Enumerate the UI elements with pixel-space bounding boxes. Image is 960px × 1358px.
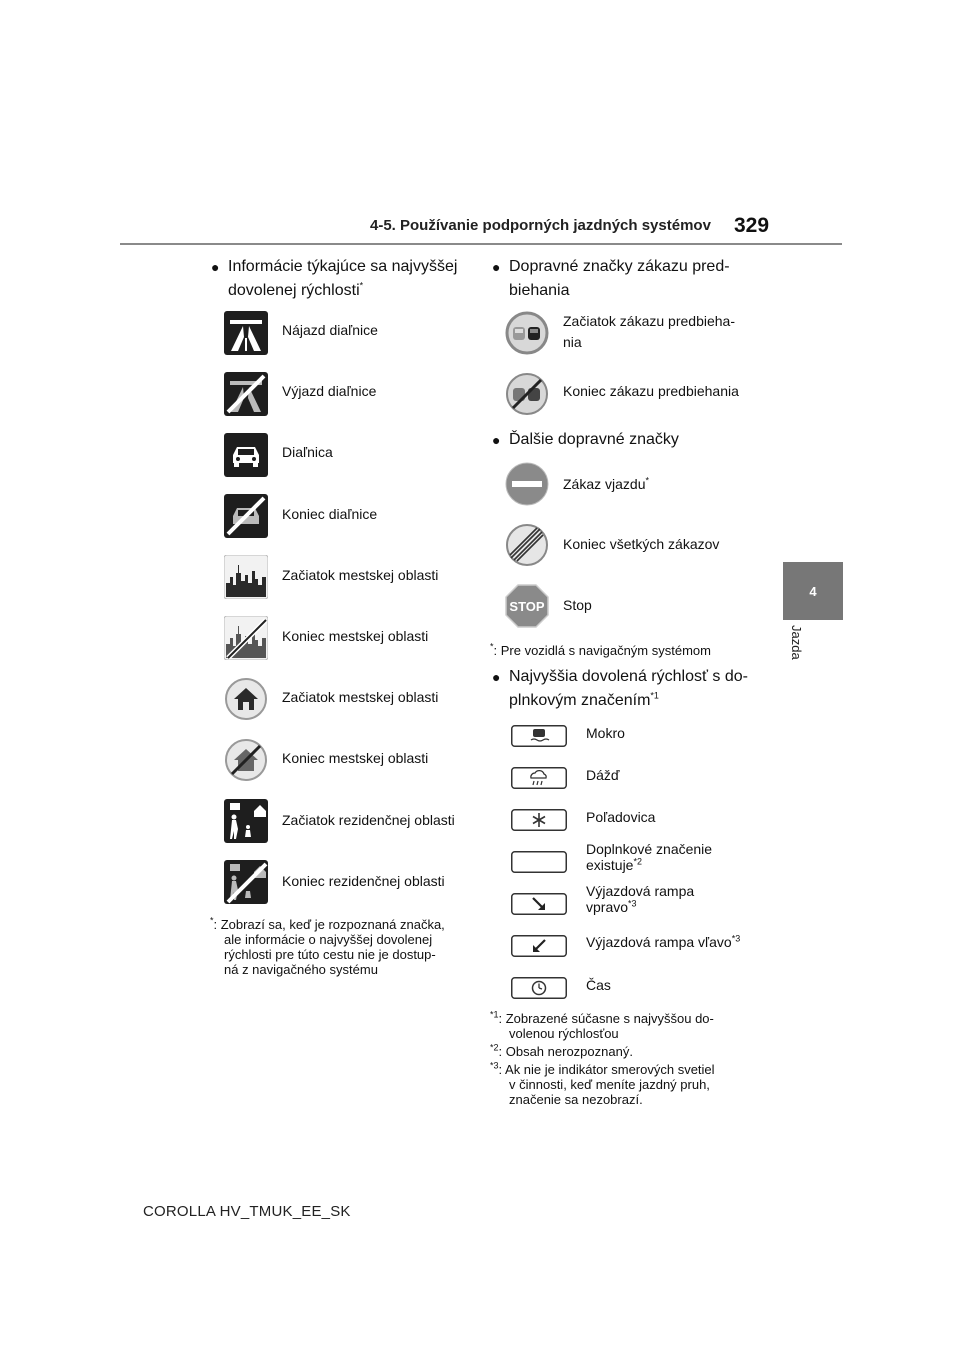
supplementary-footnotes (490, 1011, 760, 1107)
chapter-label: Jazda (789, 625, 804, 660)
list-item: Koniec mestskej oblasti (282, 750, 429, 766)
rain-cloud-icon (511, 767, 567, 789)
supplementary-heading: ● Najvyššia dovolená rýchlosť s do- plnkovým značením$^{*1}$ (509, 665, 769, 713)
other-footnote: *: Pre vozidlá s navigačným systémom (490, 641, 711, 658)
list-item: Mokro (586, 725, 625, 741)
list-item: Výjazdová rampa vpravo$^{*3}$ (586, 883, 695, 915)
list-item: Nájazd diaľnice (282, 322, 378, 338)
list-item: Začiatok zákazu predbieha- nia (563, 313, 735, 350)
list-item: Dážď (586, 767, 620, 783)
motorway-start-icon (224, 311, 268, 355)
snowflake-icon (511, 809, 567, 831)
list-item: Poľadovica (586, 809, 656, 825)
list-item: Začiatok rezidenčnej oblasti (282, 812, 455, 828)
header-divider (120, 243, 842, 245)
bullet-icon: ● (492, 669, 501, 685)
chapter-tab[interactable]: 4 (783, 562, 843, 620)
list-item: Čas (586, 977, 611, 993)
list-item: Koniec rezidenčnej oblasti (282, 873, 445, 889)
end-all-restrictions-icon (505, 523, 549, 567)
list-item: Koniec diaľnice (282, 506, 378, 522)
speed-info-heading: ● Informácie týkajúce sa najvyššej dovolenej rýchlosti* (228, 255, 478, 303)
no-overtaking-icon (505, 311, 549, 355)
bullet-icon: ● (492, 259, 501, 275)
expressway-end-icon (224, 494, 268, 538)
no-entry-icon (505, 462, 549, 506)
list-item: Začiatok mestskej oblasti (282, 689, 439, 705)
other-signs-heading: ● Ďalšie dopravné značky (509, 428, 679, 452)
house-circle-icon (224, 677, 268, 721)
list-item: Doplnkové značenie existuje$^{*2}$ (586, 841, 713, 873)
bullet-icon: ● (492, 432, 501, 448)
expressway-car-icon (224, 433, 268, 477)
blank-plate-icon (511, 851, 567, 873)
list-item: Zákaz vjazdu* (563, 475, 649, 492)
wet-road-icon (511, 725, 567, 747)
section-title: 4-5. Používanie podporných jazdných systémov (370, 217, 711, 234)
motorway-end-icon (224, 372, 268, 416)
bullet-icon: ● (211, 259, 220, 275)
list-item: Koniec mestskej oblasti (282, 628, 429, 644)
no-overtaking-end-icon (505, 372, 549, 416)
list-item: Koniec zákazu predbiehania (563, 383, 739, 399)
residential-zone-icon (224, 799, 268, 843)
document-id: COROLLA HV_TMUK_EE_SK (143, 1203, 351, 1220)
residential-zone-end-icon (224, 860, 268, 904)
footnote-2: $^{*2}$: Obsah nerozpoznaný. (490, 1042, 633, 1059)
list-item: Stop (563, 597, 592, 613)
list-item: Výjazdová rampa vľavo$^{*3}$ (586, 933, 741, 950)
clock-icon (511, 977, 567, 999)
city-skyline-end-icon (224, 616, 268, 660)
left-footnote: *: Zobrazí sa, keď je rozpoznaná značka, ale informácie o najvyššej dovolenej rýchlosti pre túto cestu nie je dostup- ná z navigačného systému (210, 915, 445, 977)
page-number: 329 (734, 214, 770, 237)
arrow-down-right-icon (511, 893, 567, 915)
list-item: Koniec všetkých zákazov (563, 536, 720, 552)
city-skyline-icon (224, 555, 268, 599)
arrow-down-left-icon (511, 935, 567, 957)
stop-sign-icon (505, 584, 549, 628)
list-item: Diaľnica (282, 444, 333, 460)
footnote-1: $^{*1}$: Zobrazené súčasne s najvyššou do- volenou rýchlosťou (490, 1009, 714, 1041)
house-circle-end-icon (224, 738, 268, 782)
stop-sign-text: STOP (509, 599, 545, 614)
list-item: Výjazd diaľnice (282, 383, 377, 399)
overtaking-heading: ● Dopravné značky zákazu pred- biehania (509, 255, 769, 303)
list-item: Začiatok mestskej oblasti (282, 567, 439, 583)
footnote-3: $^{*3}$: Ak nie je indikátor smerových svetiel v činnosti, keď meníte jazdný pruh, značenie sa nezobrazí. (490, 1060, 715, 1107)
